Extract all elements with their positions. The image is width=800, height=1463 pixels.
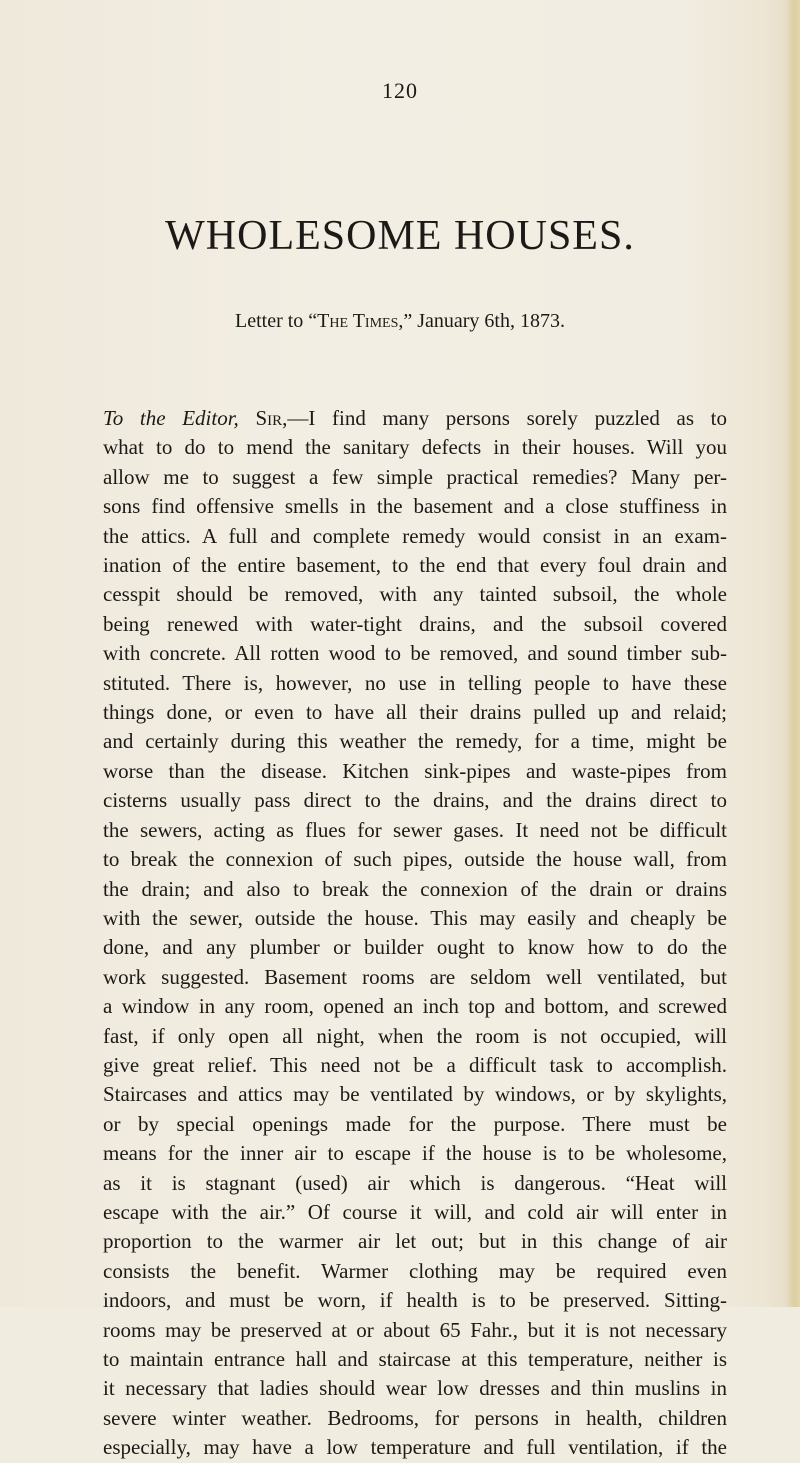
text-line: proportion to the warmer air let out; but in this change of air [103,1229,727,1254]
text-line: to break the connexion of such pipes, outside the house wall, from [103,847,727,872]
page-title: WHOLESOME HOUSES. [165,213,635,259]
text-line: Staircases and attics may be ventilated by windows, or by skylights, [103,1082,727,1107]
text-line: with the sewer, outside the house. This may easily and cheaply be [103,905,727,930]
text-line: ination of the entire basement, to the end that every foul drain and [103,553,727,578]
text-line: means for the inner air to escape if the house is to be wholesome, [103,1141,727,1166]
text-line: or by special openings made for the purpose. There must be [103,1111,727,1136]
text-line [103,404,727,433]
text-line: allow me to suggest a few simple practical remedies? Many per- [103,464,727,489]
text-line: severe winter weather. Bedrooms, for persons in health, children [103,1405,727,1430]
text-line: it necessary that ladies should wear low dresses and thin muslins in [103,1376,727,1401]
text-line: what to do to mend the sanitary defects in their houses. Will you [103,435,727,460]
text-line: work suggested. Basement rooms are seldom well ventilated, but [103,964,727,989]
salutation: To the Editor, [103,406,239,430]
text-line: a window in any room, opened an inch top and bottom, and screwed [103,994,727,1019]
text-line: as it is stagnant (used) air which is dangerous. “Heat will [103,1170,727,1195]
text-line: indoors, and must be worn, if health is to be preserved. Sitting- [103,1288,727,1313]
newspaper-name: The Times [317,310,399,332]
letter-body [103,404,727,1463]
text-line: sons find offensive smells in the basement and a close stuffiness in [103,494,727,519]
text-line: with concrete. All rotten wood to be removed, and sound timber sub- [103,641,727,666]
text-line: the sewers, acting as flues for sewer gases. It need not be difficult [103,817,727,842]
text-line: to maintain entrance hall and staircase at this temperature, neither is [103,1347,727,1371]
text-line: done, and any plumber or builder ought to know how to do the [103,935,727,960]
page-number: 120 [382,78,418,103]
text-line: and certainly during this weather the remedy, for a time, might be [103,729,727,754]
text-line: worse than the disease. Kitchen sink-pipes and waste-pipes from [103,758,727,783]
text-line: cesspit should be removed, with any tainted subsoil, the whole [103,582,727,607]
subtitle-prefix: Letter to “ [234,310,318,332]
text-line: fast, if only open all night, when the room is not occupied, will [103,1023,727,1048]
text-line: consists the benefit. Warmer clothing may be required even [103,1258,727,1283]
letter-subtitle [0,310,800,333]
subtitle-suffix: ,” January 6th, 1873. [398,310,565,332]
text-line: especially, may have a low temperature and full ventilation, if the [103,1435,727,1460]
text-line: give great relief. This need not be a difficult task to accomplish. [103,1052,727,1077]
line-text: ,—I find many persons sorely puzzled as to [282,406,727,430]
text-line: stituted. There is, however, no use in telling people to have these [103,670,727,695]
text-line: cisterns usually pass direct to the drains, and the drains direct to [103,788,727,813]
text-line: the drain; and also to break the connexion of the drain or drains [103,876,727,901]
page-edge-shadow [786,0,800,1307]
text-line: rooms may be preserved at or about 65 Fahr., but it is not necessary [103,1317,727,1342]
text-line: the attics. A full and complete remedy would consist in an exam- [103,523,727,548]
text-line: being renewed with water-tight drains, and the subsoil covered [103,611,727,636]
text-line: escape with the air.” Of course it will, and cold air will enter in [103,1199,727,1224]
text-line: things done, or even to have all their drains pulled up and relaid; [103,700,727,725]
salutation-sir: Sir [255,406,283,430]
